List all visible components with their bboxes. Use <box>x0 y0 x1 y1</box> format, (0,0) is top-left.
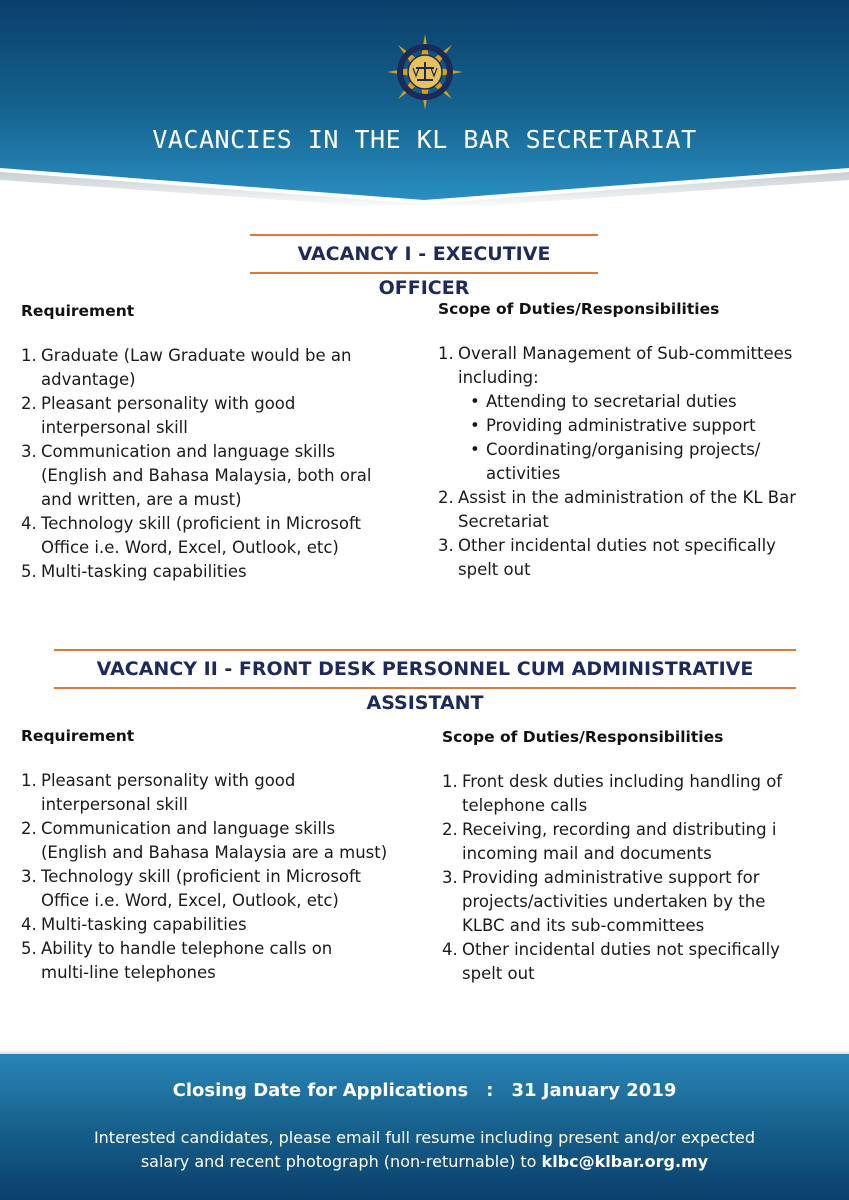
list-item: 1. Overall Management of Sub-committees including: • Attending to secretarial duties • Providing administrative support • Coordinating/organising projects/ activities <box>438 342 838 486</box>
vacancy-1-heading: VACANCY I - EXECUTIVE OFFICER <box>250 234 598 274</box>
list-item: 1. Front desk duties including handling of telephone calls <box>442 772 783 815</box>
section-title: Requirement <box>21 727 135 745</box>
list-item: 4. Technology skill (proficient in Microsoft Office i.e. Word, Excel, Outlook, etc) <box>21 514 361 557</box>
list-item: 1. Graduate (Law Graduate would be an advantage) <box>21 346 352 389</box>
bullet-item: • Coordinating/organising projects/ activities <box>470 440 761 483</box>
list-item: 4. Multi-tasking capabilities <box>21 915 247 934</box>
list-item: 4. Other incidental duties not specifically spelt out <box>442 940 780 983</box>
footer-banner <box>0 1050 849 1200</box>
list-item: 2. Receiving, recording and distributing i incoming mail and documents <box>442 820 777 863</box>
list-item: 3. Other incidental duties not specifically spelt out <box>438 536 776 579</box>
section-title: Scope of Duties/Responsibilities <box>442 728 724 746</box>
list-item: 5. Multi-tasking capabilities <box>21 562 247 581</box>
list-item: 2. Pleasant personality with good interpersonal skill <box>21 394 296 437</box>
bullet-item: • Attending to secretarial duties <box>470 392 737 411</box>
closing-date: Closing Date for Applications : 31 January 2019 <box>172 1080 677 1101</box>
section-title: Requirement <box>21 302 135 320</box>
list-item: 3. Providing administrative support for projects/activities undertaken by the KLBC and its sub-committees <box>442 868 766 935</box>
list-item: 1. Pleasant personality with good interpersonal skill <box>21 771 296 814</box>
vacancy-2-scope <box>442 728 842 986</box>
vacancy-2-requirement <box>21 727 421 985</box>
page-title: VACANCIES IN THE KL BAR SECRETARIAT <box>152 125 697 154</box>
list-item: 3. Communication and language skills (English and Bahasa Malaysia, both oral and written, are a must) <box>21 442 372 509</box>
email-link[interactable]: klbc@klbar.org.my <box>541 1152 709 1171</box>
list-item: 2. Communication and language skills (English and Bahasa Malaysia are a must) <box>21 819 388 862</box>
list-item: 5. Ability to handle telephone calls on multi-line telephones <box>21 939 333 982</box>
kl-bar-logo <box>385 32 465 112</box>
vacancy-1-scope <box>438 300 838 582</box>
header-banner <box>0 0 849 205</box>
bullet-item: • Providing administrative support <box>470 416 756 435</box>
vacancy-2-heading: VACANCY II - FRONT DESK PERSONNEL CUM ADMINISTRATIVE ASSISTANT <box>54 649 796 689</box>
section-title: Scope of Duties/Responsibilities <box>438 300 720 318</box>
list-item: 3. Technology skill (proficient in Microsoft Office i.e. Word, Excel, Outlook, etc) <box>21 867 361 910</box>
footer-background <box>0 1050 849 1200</box>
vacancy-1-requirement <box>21 302 421 584</box>
list-item: 2. Assist in the administration of the KL Bar Secretariat <box>438 488 797 531</box>
application-instructions: Interested candidates, please email full resume including present and/or expected salary and recent photograph (non-returnable) to klbc@klbar.org.my <box>93 1128 756 1171</box>
